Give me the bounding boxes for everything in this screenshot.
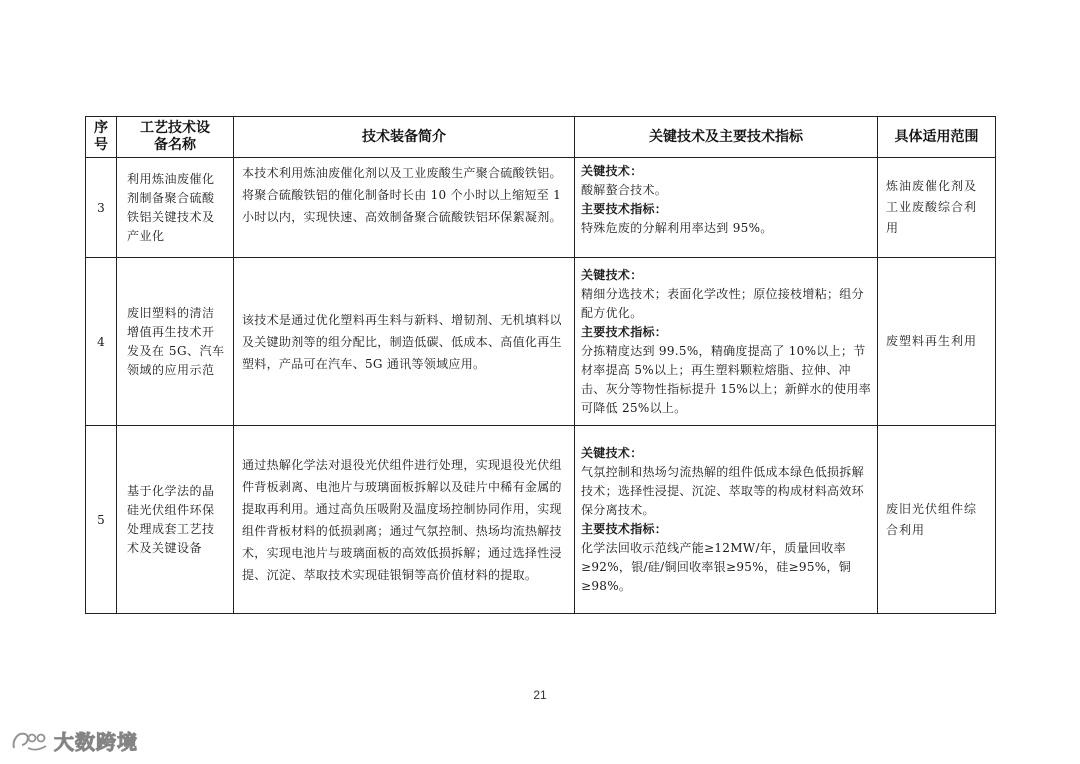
row-number: 4 <box>86 258 117 426</box>
key-tech-label: 关键技术： <box>581 164 643 178</box>
header-desc: 技术装备简介 <box>234 117 575 158</box>
key-tech-text: 气氛控制和热场匀流热解的组件低成本绿色低损拆解技术；选择性浸提、沉淀、萃取等的构成材料高效环保分离技术。 <box>581 464 864 517</box>
header-scope: 具体适用范围 <box>878 117 996 158</box>
table-row <box>86 258 996 426</box>
header-key: 关键技术及主要技术指标 <box>575 117 878 158</box>
watermark-text: 大数跨境 <box>54 730 138 754</box>
watermark-logo-icon <box>10 728 50 754</box>
indicators-text: 化学法回收示范线产能≥12MW/年，质量回收率≥92%，银/硅/铜回收率银≥95%，硅≥95%，铜≥98%。 <box>581 540 852 593</box>
header-no: 序号 <box>86 117 117 158</box>
key-tech-cell <box>575 158 878 258</box>
indicators-text: 分拣精度达到 99.5%，精确度提高了 10%以上；节材率提高 5%以上；再生塑料颗粒熔脂、拉伸、冲击、灰分等物性指标提升 15%以上；新鲜水的使用率可降低 25%以上。 <box>581 343 871 415</box>
key-tech-cell <box>575 426 878 614</box>
application-scope: 炼油废催化剂及工业废酸综合利用 <box>878 158 996 258</box>
application-scope: 废塑料再生利用 <box>878 258 996 426</box>
tech-name: 废旧塑料的清洁增值再生技术开发及在 5G、汽车领域的应用示范 <box>117 258 234 426</box>
indicators-label: 主要技术指标： <box>581 521 668 536</box>
header-row <box>86 117 996 158</box>
row-number: 3 <box>86 158 117 258</box>
application-scope: 废旧光伏组件综合利用 <box>878 426 996 614</box>
key-tech-text: 酸解螯合技术。 <box>581 183 668 197</box>
row-number: 5 <box>86 426 117 614</box>
key-tech-text: 精细分选技术；表面化学改性；原位接枝增粘；组分配方优化。 <box>581 286 864 320</box>
tech-description: 本技术利用炼油废催化剂以及工业废酸生产聚合硫酸铁铝。将聚合硫酸铁铝的催化制备时长由 10 个小时以上缩短至 1 小时以内，实现快速、高效制备聚合硫酸铁铝环保絮凝剂。 <box>234 158 575 258</box>
technology-table <box>85 116 996 614</box>
key-tech-cell <box>575 258 878 426</box>
indicators-label: 主要技术指标： <box>581 324 668 339</box>
indicators-text: 特殊危废的分解利用率达到 95%。 <box>581 221 773 235</box>
table-row <box>86 158 996 258</box>
watermark <box>10 726 138 755</box>
key-tech-label: 关键技术： <box>581 267 643 282</box>
page-number: 21 <box>533 688 547 702</box>
key-tech-label: 关键技术： <box>581 445 643 460</box>
tech-name: 利用炼油废催化剂制备聚合硫酸铁铝关键技术及产业化 <box>117 158 234 258</box>
tech-description: 该技术是通过优化塑料再生料与新料、增韧剂、无机填料以及关键助剂等的组分配比，制造低碳、低成本、高值化再生塑料，产品可在汽车、5G 通讯等领域应用。 <box>234 258 575 426</box>
tech-description: 通过热解化学法对退役光伏组件进行处理，实现退役光伏组件背板剥离、电池片与玻璃面板拆解以及硅片中稀有金属的提取再利用。通过高负压吸附及温度场控制协同作用，实现组件背板材料的低损剥离；通过气氛控制、热场均流热解技术，实现电池片与玻璃面板的高效低损拆解；通过选择性浸提、沉淀、萃取技术实现硅银铜等高价值材料的提取。 <box>234 426 575 614</box>
header-name: 工艺技术设备名称 <box>117 117 234 158</box>
indicators-label: 主要技术指标： <box>581 202 668 216</box>
table-row <box>86 426 996 614</box>
tech-name: 基于化学法的晶硅光伏组件环保处理成套工艺技术及关键设备 <box>117 426 234 614</box>
